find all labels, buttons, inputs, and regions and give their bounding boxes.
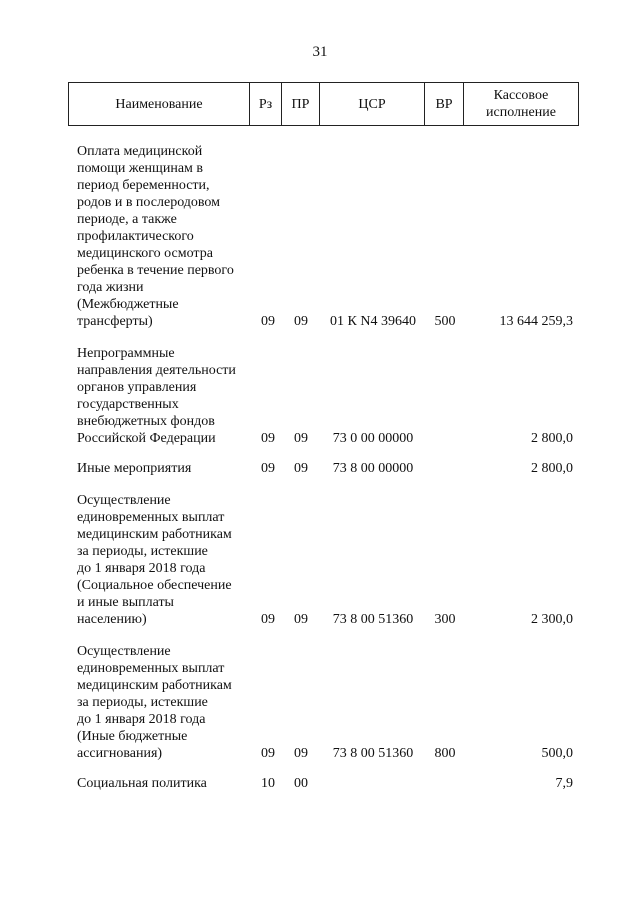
table-row [0, 775, 640, 792]
row-csr: 01 К N4 39640 [330, 314, 416, 329]
page-number: 31 [312, 44, 328, 60]
row-rz: 09 [261, 314, 275, 329]
row-sum: 2 800,0 [531, 461, 573, 476]
row-rz: 09 [261, 431, 275, 446]
header-pr: ПР [282, 83, 320, 126]
row-name: Осуществление единовременных выплат медицинским работникам за периоды, истекшие до 1 января 2018 года (Иные бюджетные ассигнования) [77, 644, 232, 761]
row-rz: 09 [261, 612, 275, 627]
header-sum [464, 83, 579, 126]
row-name: Оплата медицинской помощи женщинам в период беременности, родов и в послеродовом периоде, а также профилактического медицинского осмотра ребенка в течение первого года жизни (Межбюджетные трансферты) [77, 144, 234, 329]
header-sum-line2: исполнение [486, 105, 556, 120]
row-sum: 13 644 259,3 [499, 314, 573, 329]
row-pr: 09 [294, 314, 308, 329]
row-name: Социальная политика [77, 776, 207, 791]
table-row [0, 492, 640, 628]
table-row [0, 143, 640, 330]
table-row [0, 643, 640, 762]
row-sum: 2 800,0 [531, 431, 573, 446]
row-pr: 09 [294, 461, 308, 476]
row-pr: 09 [294, 746, 308, 761]
row-rz: 10 [261, 776, 275, 791]
table-row [0, 345, 640, 447]
header-rz: Рз [250, 83, 282, 126]
row-pr: 09 [294, 612, 308, 627]
row-sum: 500,0 [541, 746, 573, 761]
row-vr: 800 [434, 746, 456, 761]
row-name: Иные мероприятия [77, 461, 192, 476]
row-name: Осуществление единовременных выплат медицинским работникам за периоды, истекшие до 1 января 2018 года (Социальное обеспечение и иные выплаты населению) [77, 493, 232, 627]
row-csr: 73 8 00 51360 [332, 612, 414, 627]
row-csr: 73 8 00 00000 [332, 461, 414, 476]
row-rz: 09 [261, 746, 275, 761]
header-name: Наименование [69, 83, 250, 126]
row-sum: 2 300,0 [531, 612, 573, 627]
row-pr: 00 [294, 776, 308, 791]
table-row [0, 460, 640, 477]
row-csr: 73 8 00 51360 [332, 746, 414, 761]
row-rz: 09 [261, 461, 275, 476]
row-vr: 500 [434, 314, 456, 329]
row-vr: 300 [434, 612, 456, 627]
header-vr: ВР [425, 83, 464, 126]
row-pr: 09 [294, 431, 308, 446]
header-sum-line1: Кассовое [493, 88, 549, 103]
table-header [68, 82, 579, 126]
row-csr: 73 0 00 00000 [332, 431, 414, 446]
row-name: Непрограммные направления деятельности органов управления государственных внебюджетных фондов Российской Федерации [77, 346, 236, 446]
row-sum: 7,9 [555, 776, 573, 791]
header-csr: ЦСР [320, 83, 425, 126]
